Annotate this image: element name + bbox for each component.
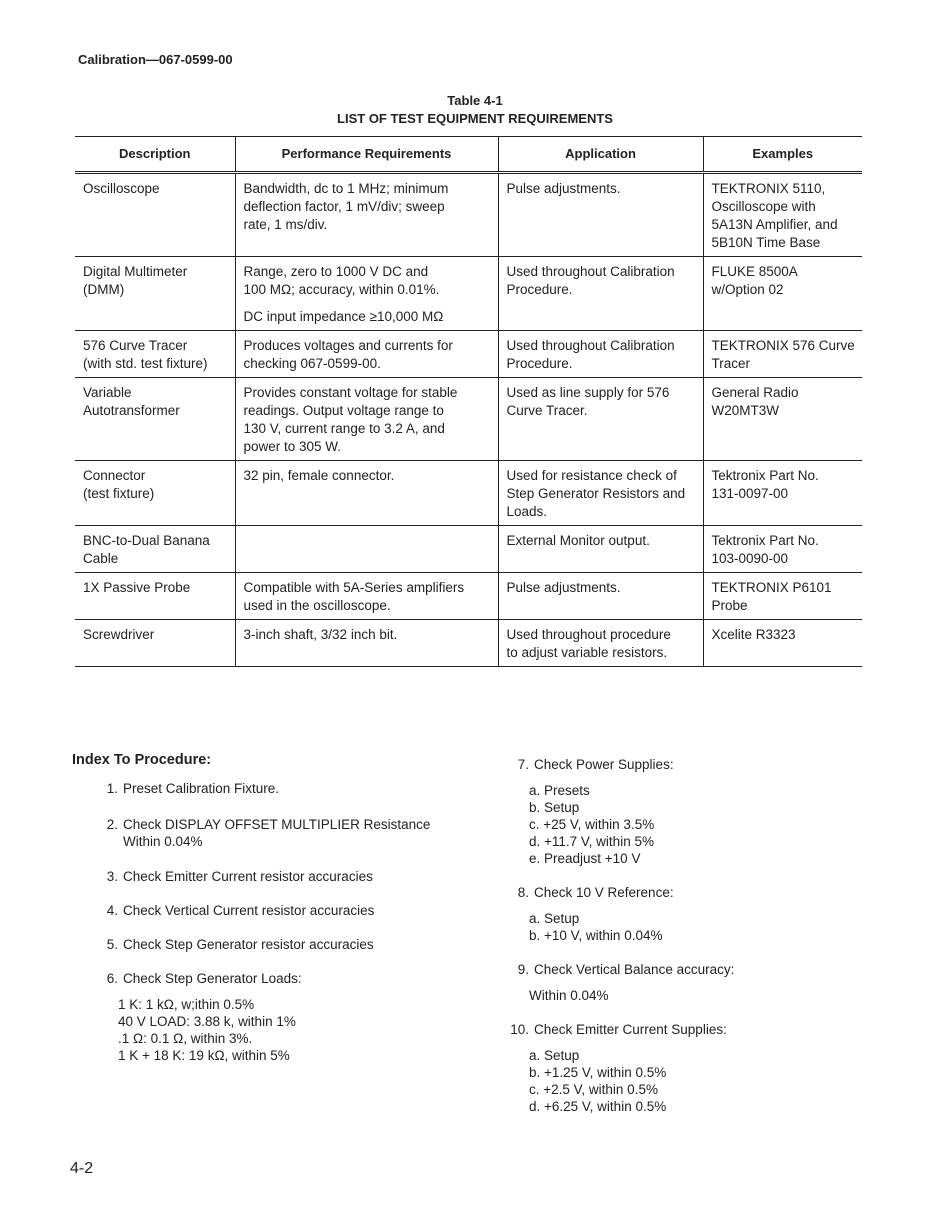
step-detail-line: a. Presets <box>529 783 590 798</box>
cell-text: Autotransformer <box>83 403 180 418</box>
step-detail-line: 40 V LOAD: 3.88 k, within 1% <box>118 1014 296 1029</box>
step-text-line: Check Step Generator Loads: <box>123 971 302 986</box>
column-header: Examples <box>703 137 862 173</box>
procedure-step <box>97 780 497 797</box>
step-detail-line: b. Setup <box>529 800 580 815</box>
table-title: LIST OF TEST EQUIPMENT REQUIREMENTS <box>337 111 613 126</box>
description-cell <box>75 331 235 378</box>
performance-cell <box>235 378 498 461</box>
description-cell <box>75 461 235 526</box>
description-cell <box>75 526 235 573</box>
step-text-line: Preset Calibration Fixture. <box>123 781 280 796</box>
examples-cell <box>703 331 862 378</box>
performance-cell <box>235 173 498 257</box>
cell-text: power to 305 W. <box>243 439 342 454</box>
step-text-line: Check Vertical Current resistor accuracies <box>123 903 375 918</box>
column-header: Application <box>498 137 703 173</box>
step-number: 3. <box>106 869 118 884</box>
examples-cell <box>703 620 862 667</box>
examples-cell <box>703 378 862 461</box>
table-number: Table 4-1 <box>447 93 503 108</box>
page-header: Calibration—067-0599-00 <box>78 52 233 67</box>
cell-text: Screwdriver <box>83 627 155 642</box>
description-cell <box>75 173 235 257</box>
cell-text: checking 067-0599-00. <box>243 356 381 371</box>
step-detail-line: c. +2.5 V, within 0.5% <box>529 1082 658 1097</box>
cell-text: Used throughout procedure <box>506 627 671 642</box>
step-line <box>508 756 888 773</box>
step-detail-line: 1 K: 1 kΩ, w;ithin 0.5% <box>118 997 255 1012</box>
step-number: 6. <box>106 971 118 986</box>
column-header: Performance Requirements <box>235 137 498 173</box>
step-text-line: Within 0.04% <box>123 834 203 849</box>
examples-cell <box>703 461 862 526</box>
cell-text: used in the oscilloscope. <box>243 598 391 613</box>
procedure-step <box>508 961 888 1004</box>
step-details <box>508 987 888 1004</box>
step-detail-line: 1 K + 18 K: 19 kΩ, within 5% <box>118 1048 290 1063</box>
cell-text: BNC-to-Dual Banana <box>83 533 210 548</box>
cell-text: Oscilloscope with <box>711 199 816 214</box>
cell-text: 32 pin, female connector. <box>243 468 395 483</box>
step-text <box>123 816 430 850</box>
step-text-line: Check Step Generator resistor accuracies <box>123 937 374 952</box>
application-cell <box>498 620 703 667</box>
step-line <box>97 902 497 919</box>
index-left-column <box>97 780 497 1064</box>
procedure-step <box>97 936 497 953</box>
cell-text: Step Generator Resistors and <box>506 486 686 501</box>
description-cell <box>75 378 235 461</box>
cell-text: Tracer <box>711 356 751 371</box>
cell-text: Oscilloscope <box>83 181 160 196</box>
step-text <box>123 780 279 797</box>
step-text <box>534 1021 727 1038</box>
cell-text: Curve Tracer. <box>506 403 588 418</box>
cell-text: Cable <box>83 551 119 566</box>
cell-text: Provides constant voltage for stable <box>243 385 458 400</box>
application-cell <box>498 378 703 461</box>
cell-text: 3-inch shaft, 3/32 inch bit. <box>243 627 398 642</box>
step-number: 2. <box>106 817 118 832</box>
step-number: 10. <box>510 1022 529 1037</box>
examples-cell <box>703 526 862 573</box>
procedure-step <box>97 902 497 919</box>
cell-text: 131-0097-00 <box>711 486 789 501</box>
examples-cell <box>703 173 862 257</box>
cell-text: 103-0090-00 <box>711 551 789 566</box>
cell-text: Range, zero to 1000 V DC and <box>243 264 429 279</box>
cell-text: Procedure. <box>506 282 573 297</box>
cell-text: Procedure. <box>506 356 573 371</box>
performance-cell <box>235 573 498 620</box>
step-line <box>508 884 888 901</box>
cell-text: External Monitor output. <box>506 533 650 548</box>
column-header: Description <box>75 137 235 173</box>
cell-text: Pulse adjustments. <box>506 580 621 595</box>
cell-text: TEKTRONIX 5110, <box>711 181 826 196</box>
step-text <box>123 902 374 919</box>
step-line <box>97 936 497 953</box>
cell-text: w/Option 02 <box>711 282 784 297</box>
application-cell <box>498 331 703 378</box>
procedure-step <box>508 756 888 867</box>
step-number: 7. <box>517 757 529 772</box>
step-detail-line: e. Preadjust +10 V <box>529 851 641 866</box>
test-equipment-table <box>75 136 862 667</box>
table-row <box>75 331 862 378</box>
step-detail-line: d. +11.7 V, within 5% <box>529 834 654 849</box>
performance-cell <box>235 526 498 573</box>
table-header-row <box>75 137 862 173</box>
step-detail-line: a. Setup <box>529 911 580 926</box>
step-text <box>123 970 302 987</box>
table-row <box>75 573 862 620</box>
step-detail-line: c. +25 V, within 3.5% <box>529 817 655 832</box>
step-text-line: Check 10 V Reference: <box>534 885 674 900</box>
step-text <box>534 756 674 773</box>
procedure-step <box>97 816 497 850</box>
table-row <box>75 620 862 667</box>
step-detail-line: d. +6.25 V, within 0.5% <box>529 1099 667 1114</box>
application-cell <box>498 461 703 526</box>
step-number: 5. <box>106 937 118 952</box>
examples-cell <box>703 573 862 620</box>
examples-cell <box>703 257 862 331</box>
cell-text: TEKTRONIX P6101 <box>711 580 832 595</box>
cell-text: to adjust variable resistors. <box>506 645 668 660</box>
cell-text: W20MT3W <box>711 403 779 418</box>
step-line <box>97 780 497 797</box>
table-row <box>75 461 862 526</box>
step-line <box>97 868 497 885</box>
application-cell <box>498 573 703 620</box>
step-number: 4. <box>106 903 118 918</box>
cell-text: TEKTRONIX 576 Curve <box>711 338 855 353</box>
table-row <box>75 173 862 257</box>
cell-text: DC input impedance ≥10,000 MΩ <box>243 309 444 324</box>
procedure-step <box>508 884 888 944</box>
cell-text: readings. Output voltage range to <box>243 403 444 418</box>
cell-text: Used for resistance check of <box>506 468 677 483</box>
cell-text: Tektronix Part No. <box>711 468 819 483</box>
step-number: 8. <box>517 885 529 900</box>
step-number: 1. <box>106 781 118 796</box>
cell-text: Pulse adjustments. <box>506 181 621 196</box>
table-caption <box>0 92 950 128</box>
step-number: 9. <box>517 962 529 977</box>
cell-text: rate, 1 ms/div. <box>243 217 328 232</box>
step-line <box>508 961 888 978</box>
step-text <box>123 868 373 885</box>
table-row <box>75 257 862 331</box>
step-detail-line: Within 0.04% <box>529 988 609 1003</box>
application-cell <box>498 526 703 573</box>
step-detail-line: .1 Ω: 0.1 Ω, within 3%. <box>118 1031 253 1046</box>
paragraph-gap <box>244 299 492 308</box>
performance-cell <box>235 620 498 667</box>
application-cell <box>498 173 703 257</box>
cell-text: (DMM) <box>83 282 125 297</box>
step-text-line: Check Vertical Balance accuracy: <box>534 962 735 977</box>
procedure-step <box>97 970 497 1064</box>
step-line <box>97 816 497 850</box>
cell-text: 100 MΩ; accuracy, within 0.01%. <box>243 282 440 297</box>
cell-text: Digital Multimeter <box>83 264 188 279</box>
cell-text: 130 V, current range to 3.2 A, and <box>243 421 445 436</box>
table-row <box>75 526 862 573</box>
cell-text: Used throughout Calibration <box>506 264 675 279</box>
step-text-line: Check Emitter Current resistor accuracies <box>123 869 373 884</box>
cell-text: 1X Passive Probe <box>83 580 191 595</box>
step-text <box>123 936 374 953</box>
step-details <box>508 1047 888 1115</box>
step-details <box>508 910 888 944</box>
page-number: 4-2 <box>70 1160 94 1177</box>
description-cell <box>75 573 235 620</box>
cell-text: Tektronix Part No. <box>711 533 819 548</box>
procedure-step <box>508 1021 888 1115</box>
cell-text: Compatible with 5A-Series amplifiers <box>243 580 465 595</box>
step-details <box>508 782 888 867</box>
cell-text: General Radio <box>711 385 799 400</box>
table-row <box>75 378 862 461</box>
application-cell <box>498 257 703 331</box>
cell-text: 576 Curve Tracer <box>83 338 188 353</box>
step-line <box>97 970 497 987</box>
cell-text: 5B10N Time Base <box>711 235 821 250</box>
step-detail-line: b. +1.25 V, within 0.5% <box>529 1065 667 1080</box>
performance-cell <box>235 257 498 331</box>
cell-text: deflection factor, 1 mV/div; sweep <box>243 199 445 214</box>
performance-cell <box>235 331 498 378</box>
cell-text: Produces voltages and currents for <box>243 338 453 353</box>
step-text-line: Check Emitter Current Supplies: <box>534 1022 727 1037</box>
step-text <box>534 961 734 978</box>
cell-text: 5A13N Amplifier, and <box>711 217 838 232</box>
cell-text: Bandwidth, dc to 1 MHz; minimum <box>243 181 449 196</box>
cell-text: Variable <box>83 385 132 400</box>
table-body <box>75 173 862 667</box>
step-detail-line: b. +10 V, within 0.04% <box>529 928 663 943</box>
step-text-line: Check Power Supplies: <box>534 757 674 772</box>
cell-text: FLUKE 8500A <box>711 264 798 279</box>
cell-text: Xcelite R3323 <box>711 627 796 642</box>
cell-text: (test fixture) <box>83 486 155 501</box>
step-detail-line: a. Setup <box>529 1048 580 1063</box>
cell-text: Connector <box>83 468 146 483</box>
step-text-line: Check DISPLAY OFFSET MULTIPLIER Resistance <box>123 817 431 832</box>
description-cell <box>75 620 235 667</box>
procedure-step <box>97 868 497 885</box>
step-text <box>534 884 674 901</box>
cell-text: Loads. <box>506 504 548 519</box>
step-details <box>97 996 497 1064</box>
cell-text: Probe <box>711 598 748 613</box>
performance-cell <box>235 461 498 526</box>
index-title: Index To Procedure: <box>72 752 212 768</box>
description-cell <box>75 257 235 331</box>
cell-text: Used throughout Calibration <box>506 338 675 353</box>
index-right-column <box>508 756 888 1115</box>
cell-text: Used as line supply for 576 <box>506 385 670 400</box>
cell-text: (with std. test fixture) <box>83 356 208 371</box>
step-line <box>508 1021 888 1038</box>
